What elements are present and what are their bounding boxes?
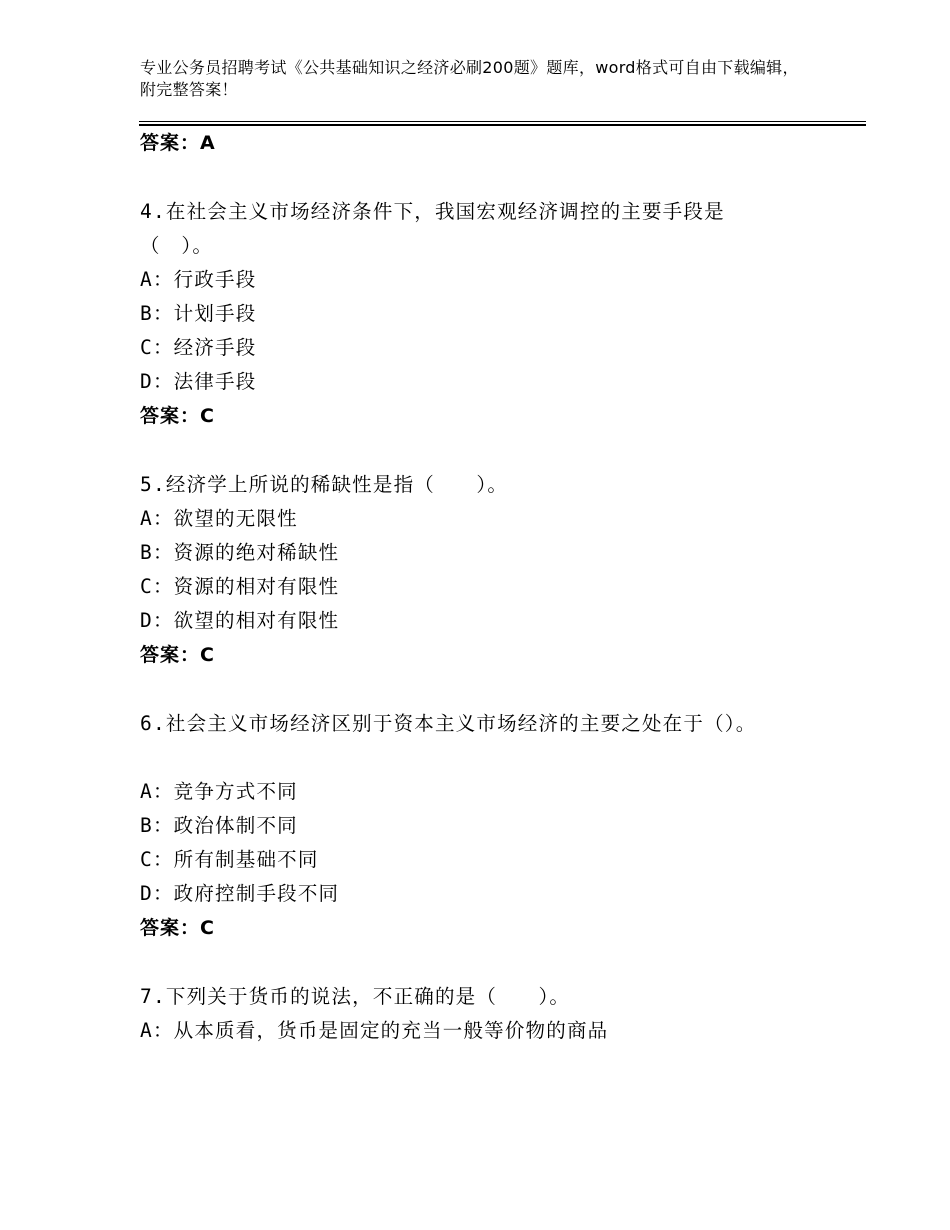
question-6-answer: 答案：C	[140, 917, 215, 939]
document-header: 专业公务员招聘考试《公共基础知识之经济必刷200题》题库，word格式可自由下载编辑，附完整答案！	[140, 58, 799, 99]
question-4-option-c: C：经济手段	[140, 336, 257, 359]
question-4-option-b: B：计划手段	[140, 302, 257, 325]
question-4-option-d: D：法律手段	[140, 370, 257, 393]
question-6-option-b: B：政治体制不同	[140, 814, 298, 837]
question-4-answer: 答案：C	[140, 405, 215, 427]
question-6-option-d: D：政府控制手段不同	[140, 882, 340, 905]
question-5-option-c: C：资源的相对有限性	[140, 575, 340, 598]
question-5-option-b: B：资源的绝对稀缺性	[140, 541, 340, 564]
header-rule-thick	[139, 124, 866, 126]
question-4-option-a: A：行政手段	[140, 268, 257, 291]
question-6-option-a: A：竞争方式不同	[140, 780, 298, 803]
question-5-option-a: A：欲望的无限性	[140, 507, 298, 530]
question-7-stem: 7.下列关于货币的说法，不正确的是（ ）。	[140, 985, 571, 1008]
answer-3: 答案：A	[140, 132, 216, 154]
question-6-option-c: C：所有制基础不同	[140, 848, 319, 871]
question-7-option-a: A：从本质看，货币是固定的充当一般等价物的商品	[140, 1019, 609, 1042]
header-rule-thin	[139, 121, 866, 122]
question-5-option-d: D：欲望的相对有限性	[140, 609, 340, 632]
question-6-stem: 6.社会主义市场经济区别于资本主义市场经济的主要之处在于（）。	[140, 712, 757, 735]
question-5-stem: 5.经济学上所说的稀缺性是指（ ）。	[140, 473, 509, 496]
question-4-stem: 4.在社会主义市场经济条件下，我国宏观经济调控的主要手段是（ ）。	[140, 200, 725, 257]
question-5-answer: 答案：C	[140, 644, 215, 666]
